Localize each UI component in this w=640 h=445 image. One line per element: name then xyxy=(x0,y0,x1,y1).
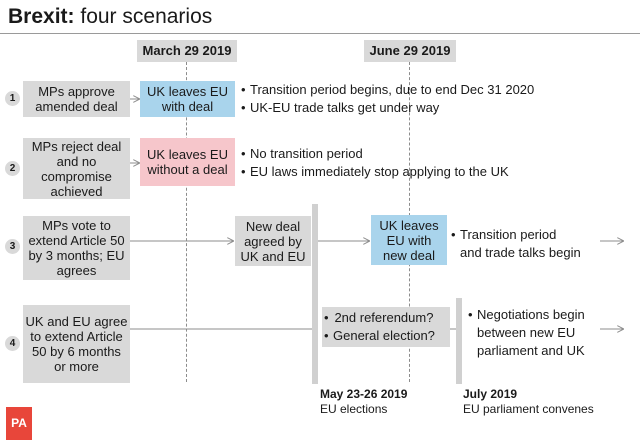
may-elections-date: May 23-26 2019 xyxy=(320,387,408,401)
row2-outcome-box: UK leaves EU without a deal xyxy=(140,138,235,186)
may-elections-text: EU elections xyxy=(320,402,388,416)
date-header-march: March 29 2019 xyxy=(137,40,237,62)
row4-bullets xyxy=(468,306,585,360)
row4-questions xyxy=(324,309,435,345)
row3-bullet: • Transition period xyxy=(451,226,581,244)
row1-cause-box: MPs approve amended deal xyxy=(23,81,130,117)
scenario-number-1: 1 xyxy=(5,91,20,106)
date-header-june: June 29 2019 xyxy=(364,40,456,62)
row1-outcome-box: UK leaves EU with deal xyxy=(140,81,235,117)
row4-bullet-continued: between new EU xyxy=(477,325,576,340)
july-parliament-date: July 2019 xyxy=(463,387,518,401)
row1-bullet: • Transition period begins, due to end Dec 31 2020 xyxy=(241,81,534,99)
may-elections-note xyxy=(320,387,407,417)
row2-bullet: • EU laws immediately stop applying to the UK xyxy=(241,163,509,181)
title-bold: Brexit: xyxy=(8,5,75,28)
row4-cause-box: UK and EU agree to extend Article 50 by 6 months or more xyxy=(23,305,130,383)
july-parliament-text: EU parliament convenes xyxy=(463,402,594,416)
row4-bullet-continued: parliament and UK xyxy=(477,343,585,358)
july-parliament-note xyxy=(463,387,594,417)
row4-question: • 2nd referendum? xyxy=(324,309,435,327)
pa-logo: PA xyxy=(6,407,32,440)
row2-bullet: • No transition period xyxy=(241,145,509,163)
row4-question: • General election? xyxy=(324,327,435,345)
row3-new-deal-box: New deal agreed by UK and EU xyxy=(235,216,311,266)
row3-bullet-continued: and trade talks begin xyxy=(460,245,581,260)
scenario-number-4: 4 xyxy=(5,336,20,351)
scenario-number-2: 2 xyxy=(5,161,20,176)
title-rest: four scenarios xyxy=(74,5,213,28)
row3-outcome-box: UK leaves EU with new deal xyxy=(371,215,447,265)
row3-bullets xyxy=(451,226,581,262)
row4-bullet: • Negotiations begin xyxy=(468,306,585,324)
row1-bullets xyxy=(241,81,534,117)
scenario-number-3: 3 xyxy=(5,239,20,254)
row2-cause-box: MPs reject deal and no compromise achieved xyxy=(23,138,130,199)
row2-bullets xyxy=(241,145,509,181)
row1-bullet: • UK-EU trade talks get under way xyxy=(241,99,534,117)
row3-cause-box: MPs vote to extend Article 50 by 3 months; EU agrees xyxy=(23,216,130,280)
row4-questions-box xyxy=(322,307,450,347)
